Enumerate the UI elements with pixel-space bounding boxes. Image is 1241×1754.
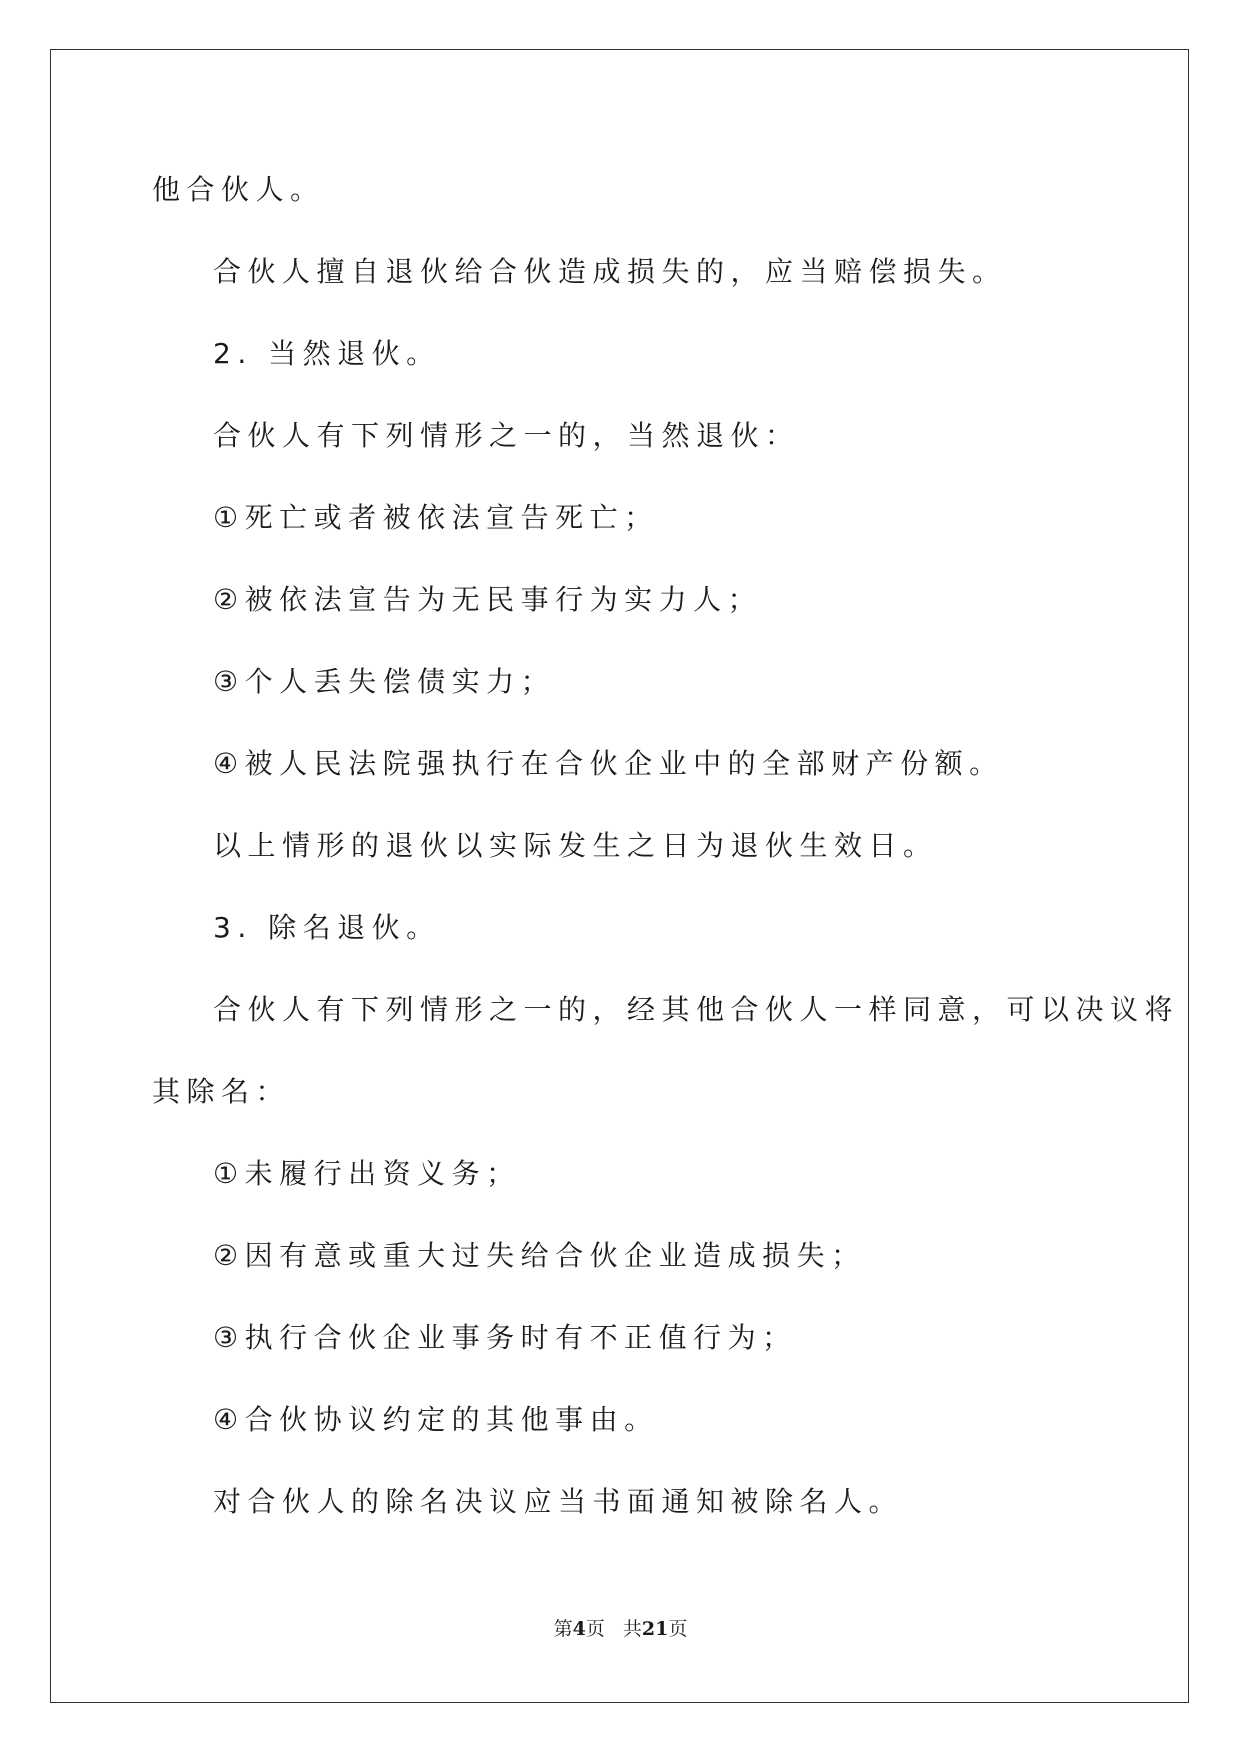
section-heading: 3. 除名退伙。 — [213, 911, 441, 944]
page-suffix: 页 — [585, 1618, 605, 1640]
list-item: ②被依法宣告为无民事行为实力人； — [213, 583, 763, 616]
paragraph-line: 以上情形的退伙以实际发生之日为退伙生效日。 — [213, 829, 938, 862]
list-item: ①死亡或者被依法宣告死亡； — [213, 501, 659, 534]
paragraph-line: 合伙人有下列情形之一的，经其他合伙人一样同意，可以决议将 — [213, 993, 1180, 1026]
list-item: ②因有意或重大过失给合伙企业造成损失； — [213, 1239, 866, 1272]
list-item: ①未履行出资义务； — [213, 1157, 521, 1190]
list-item: ③个人丢失偿债实力； — [213, 665, 556, 698]
page-prefix: 第 — [553, 1618, 573, 1640]
paragraph-line: 合伙人有下列情形之一的，当然退伙： — [213, 419, 800, 452]
paragraph-line: 其除名： — [152, 1075, 291, 1108]
paragraph-line: 他合伙人。 — [152, 173, 325, 206]
paragraph-line: 对合伙人的除名决议应当书面通知被除名人。 — [213, 1485, 904, 1518]
list-item: ④合伙协议约定的其他事由。 — [213, 1403, 659, 1436]
paragraph-line: 合伙人擅自退伙给合伙造成损失的，应当赔偿损失。 — [213, 255, 1007, 288]
section-heading: 2. 当然退伙。 — [213, 337, 441, 370]
page-number: 4 — [572, 1618, 586, 1640]
list-item: ④被人民法院强执行在合伙企业中的全部财产份额。 — [213, 747, 1004, 780]
total-prefix: 共 — [622, 1618, 642, 1640]
page-frame — [50, 49, 1189, 1703]
total-pages: 21 — [641, 1618, 669, 1640]
page-footer — [0, 1614, 1241, 1641]
list-item: ③执行合伙企业事务时有不正值行为； — [213, 1321, 797, 1354]
total-suffix: 页 — [668, 1618, 688, 1640]
